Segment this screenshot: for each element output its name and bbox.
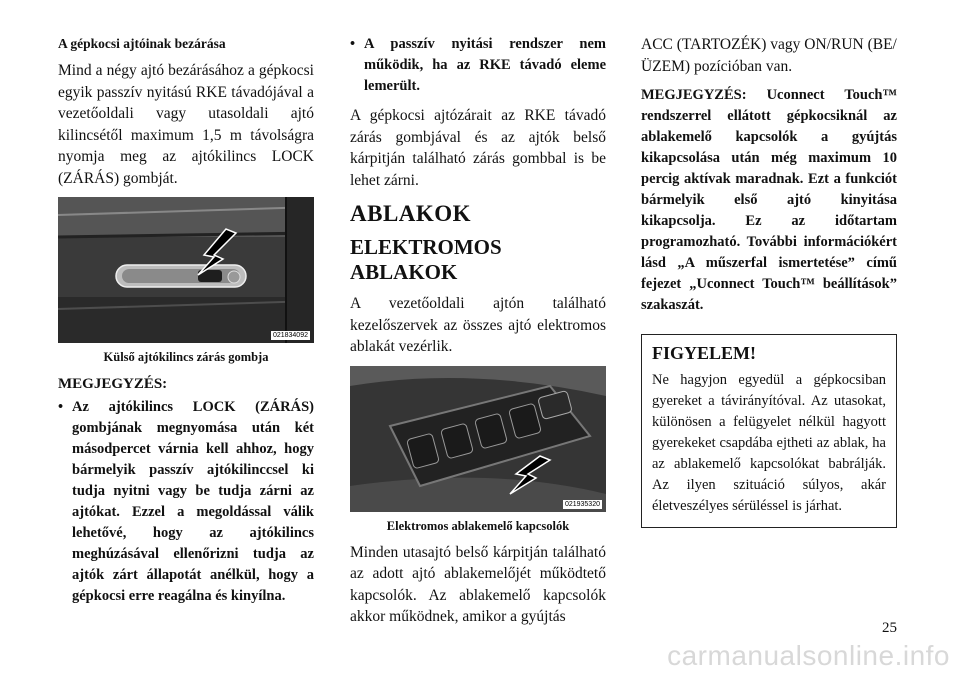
- section-title: ABLAKOK: [350, 201, 472, 226]
- section-heading: A gépkocsi ajtóinak bezárása: [58, 36, 226, 51]
- paragraph-ignition: ACC (TARTOZÉK) vagy ON/RUN (BE/ÜZEM) pozícióban van.: [641, 36, 897, 75]
- bullet-icon: •: [58, 399, 64, 415]
- paragraph-lock-doors: Mind a négy ajtó bezárásához a gépkocsi egyik passzív nyitású RKE távadójával a vezetőoldali vagy utasoldali ajtó kilincsétől maximum 1,5 m távolságra nyomja meg az ajtókilincs LOCK (ZÁRÁS) gombját.: [58, 62, 314, 187]
- note-uconnect: MEGJEGYZÉS: Uconnect Touch™ rendszerrel ellátott gépkocsiknál az ablakemelő kapcsolók a gyújtás kikapcsolása után még maximum 10 percig aktívak maradnak. Ezt a funkciót bármelyik első ajtó kinyitása kikapcsolja. Ez az időtartam programozható. További információkért lásd „A műszerfal ismertetése” című fejezet „Uconnect Touch™ beállítások” szakaszát.: [641, 87, 897, 313]
- bullet-icon: •: [350, 36, 356, 52]
- column-2: [350, 34, 606, 636]
- paragraph-window-controls: A vezetőoldali ajtón található kezelőszervek az összes ajtó elektromos ablakát vezérlik.: [350, 295, 606, 355]
- figure-code: 021935320: [564, 500, 600, 508]
- warning-text: Ne hagyjon egyedül a gépkocsiban gyereket a távirányítóval. Az utasokat, különösen a felügyelet nélkül hagyott gyerekeket csapdába ejtheti az ablak, ha az ablakemelő kapcsolókat babrálják. Az ilyen szituáció súlyos, akár életveszélyes sérüléssel is járhat.: [652, 372, 886, 514]
- figure-code: 021834092: [272, 332, 308, 339]
- figure-caption: Külső ajtókilincs zárás gombja: [103, 350, 269, 364]
- figure-caption: Elektromos ablakemelő kapcsolók: [386, 518, 570, 533]
- bullet-item: [58, 397, 314, 607]
- door-handle-illustration: [58, 197, 314, 343]
- bullet-text: Az ajtókilincs LOCK (ZÁRÁS) gombjának megnyomása után két másodpercet várnia kell ahhoz, hogy bármelyik passzív ajtókilinccsel ki tudja nyitni vagy be tudja zárni az ajtókat. Ezzel a megoldással válik lehetővé, hogy az ajtókilincs meghúzásával ellenőrizni tudja az ajtók zárt állapotát anélkül, hogy a gépkocsi erre reagálna és kinyílna.: [72, 399, 314, 604]
- column-1: [58, 34, 314, 615]
- warning-title: FIGYELEM!: [652, 343, 757, 363]
- column-3: [641, 34, 897, 528]
- window-switch-illustration: [350, 366, 606, 512]
- warning-box: [641, 334, 897, 528]
- page-number: 25: [882, 620, 897, 636]
- paragraph-lock-buttons: A gépkocsi ajtózárait az RKE távadó zárás gombjával és az ajtók belső kárpitján található zárás gombbal is be lehet zárni.: [350, 107, 606, 189]
- bullet-text: A passzív nyitási rendszer nem működik, ha az RKE távadó eleme lemerült.: [364, 36, 606, 94]
- bullet-item: [350, 34, 606, 97]
- window-switch-figure: [350, 366, 606, 512]
- watermark: carmanualsonline.info: [667, 640, 950, 671]
- door-handle-figure: [58, 197, 314, 343]
- paragraph-passenger-switches: Minden utasajtó belső kárpitján található az adott ajtó ablakemelőjét működtető kapcsolók. Az ablakemelő kapcsolók akkor működnek, amikor a gyújtás: [350, 543, 606, 625]
- subsection-title: ELEKTROMOS ABLAKOK: [350, 235, 502, 284]
- note-title: MEGJEGYZÉS:: [58, 376, 168, 392]
